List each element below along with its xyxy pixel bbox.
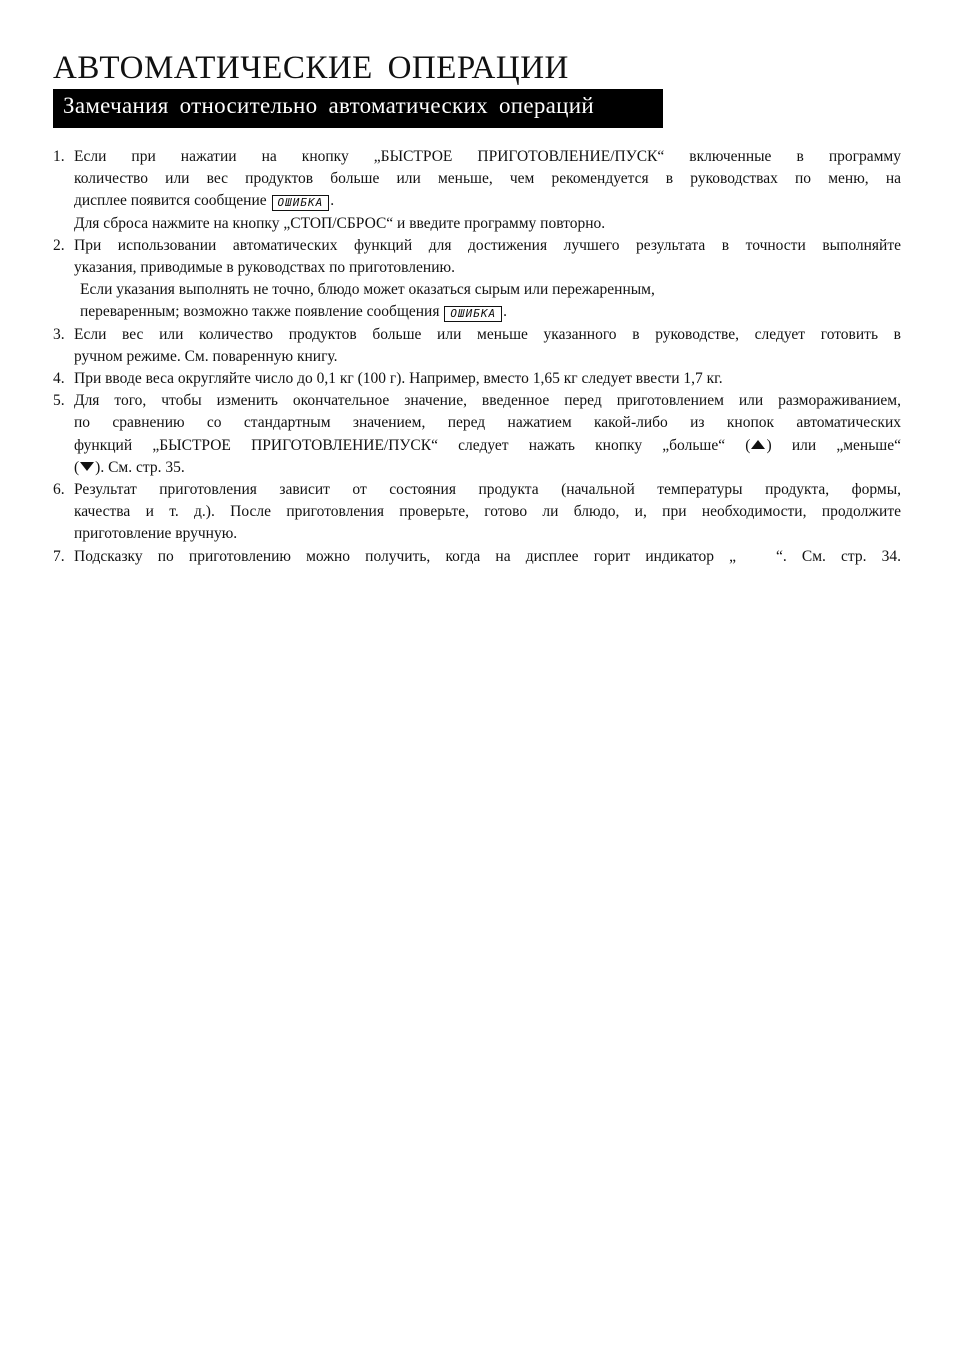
item-text-part: переваренным; возможно также появление сообщения [80,303,440,321]
arrow-down-icon [80,462,94,471]
item-text: Для того, чтобы изменить окончательное значение, введенное перед приготовлением или размораживанием, [74,392,901,410]
item-text [74,435,901,457]
item-text-part: Подсказку по приготовлению можно получить, когда на дисплее горит индикатор „ [74,547,736,565]
item-text-part: . [330,192,335,210]
list-item [53,546,901,568]
item-text-part: дисплее появится сообщение [74,192,267,210]
item-text: Если указания выполнять не точно, блюдо может оказаться сырым или пережаренным, [80,281,655,299]
item-text [74,190,901,212]
item-text-part: функций „БЫСТРОЕ ПРИГОТОВЛЕНИЕ/ПУСК“ следует нажать кнопку „больше“ ( [74,436,751,454]
item-text [74,301,901,323]
item-number: 1. [53,148,65,165]
item-number: 3. [53,325,65,343]
list-item [53,146,901,235]
item-text-part: . [503,303,507,321]
page-title: АВТОМАТИЧЕСКИЕ ОПЕРАЦИИ [53,50,569,86]
item-text [74,457,901,479]
notes-list [53,146,901,568]
item-text: указания, приводимые в руководствах по приготовлению. [74,259,455,277]
arrow-up-icon [751,440,765,449]
item-text: Если вес или количество продуктов больше или меньше указанного в руководстве, следует готовить в [74,325,901,343]
item-text-part: ) или „меньше“ [766,436,901,454]
item-number: 6. [53,481,65,499]
item-number: 2. [53,236,65,254]
item-text-part: “. См. стр. 34. [775,547,901,565]
display-error-message: ОШИБКА [272,195,330,211]
item-text: качества и т. д.). После приготовления проверьте, готово ли блюдо, и, при необходимости, продолжите [74,503,901,521]
item-text: При использовании автоматических функций для достижения лучшего результата в точности выполняйте [74,236,901,254]
item-number: 4. [53,370,65,388]
item-text: Для сброса нажмите на кнопку „СТОП/СБРОС“ и введите программу повторно. [74,214,606,232]
item-text: Результат приготовления зависит от состояния продукта (начальной температуры продукта, формы, [74,481,901,499]
list-item [53,235,901,324]
item-text: количество или вес продуктов больше или меньше, чем рекомендуется в руководствах по меню, на [74,170,901,188]
list-item [53,324,901,368]
item-text: При вводе веса округляйте число до 0,1 кг (100 г). Например, вместо 1,65 кг следует ввести 1,7 кг. [74,370,723,388]
item-text: приготовление вручную. [74,525,238,543]
item-text-part: ). См. стр. 35. [95,458,185,476]
item-text [74,546,901,568]
item-text: Если при нажатии на кнопку „БЫСТРОЕ ПРИГОТОВЛЕНИЕ/ПУСК“ включенные в программу [74,148,901,165]
item-text-part: ( [74,458,80,476]
item-text: ручном режиме. См. поваренную книгу. [74,347,338,365]
item-number: 5. [53,392,65,410]
item-text: по сравнению со стандартным значением, перед нажатием какой-либо из кнопок автоматических [74,414,901,432]
display-error-message: ОШИБКА [444,306,502,322]
item-number: 7. [53,547,65,565]
list-item [53,390,901,479]
section-banner: Замечания относительно автоматических операций [53,89,663,128]
list-item [53,479,901,546]
list-item [53,368,901,390]
